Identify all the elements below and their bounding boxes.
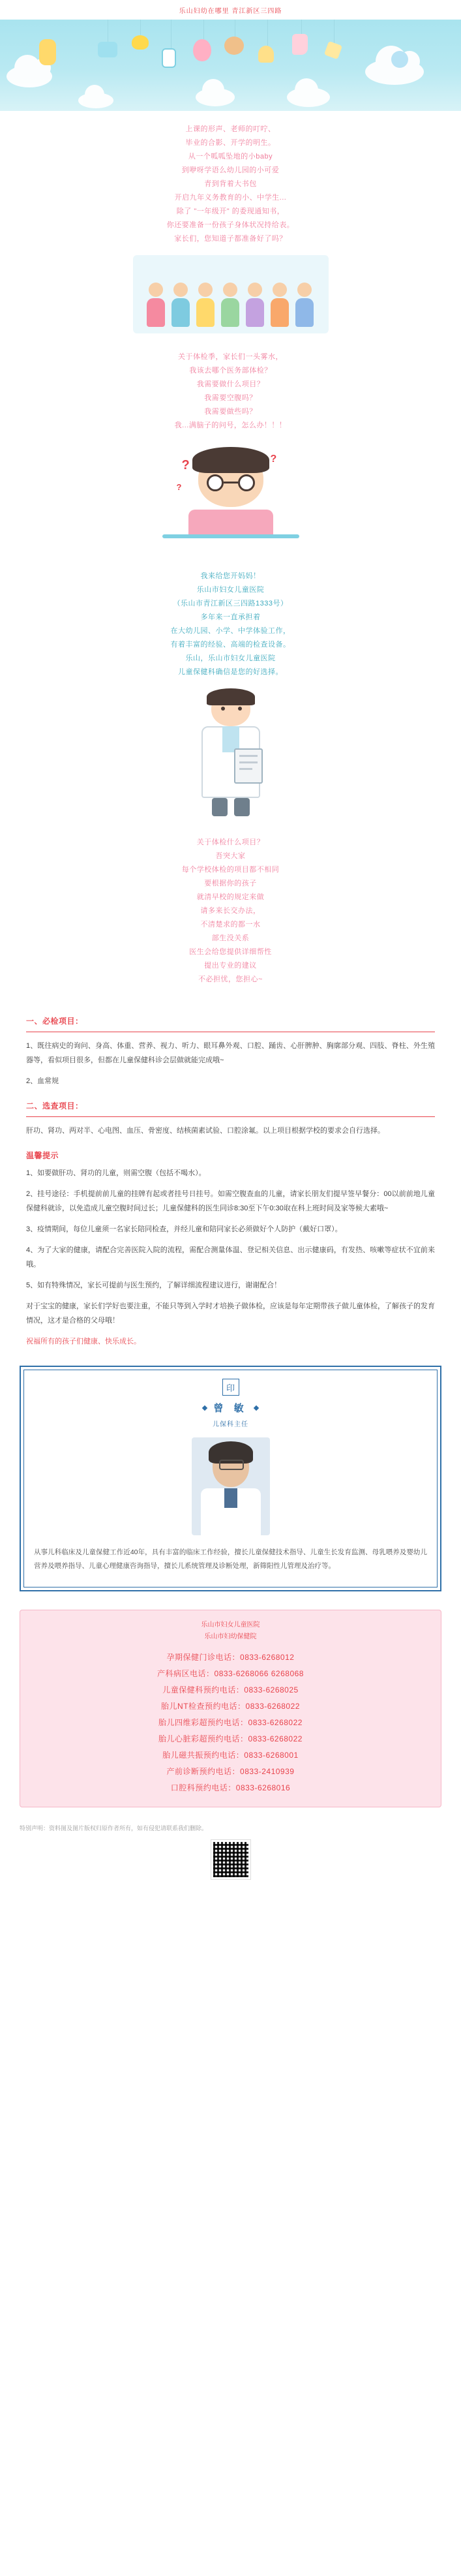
intro-line: 除了 "一年级开" 的委现通知书，	[176, 207, 285, 215]
footer-section	[0, 1814, 461, 1886]
hanging-string	[203, 20, 204, 39]
what-line: 医生会给您提供详细帮性	[189, 948, 272, 956]
doctor-card-wrap	[0, 1355, 461, 1606]
tip-paragraph: 3、疫情期间，每位儿童须一名家长陪同检查，并经儿童和陪同家长必须做好个人防护（戴好口罩）。	[26, 1225, 342, 1233]
doctor-hair	[207, 688, 255, 705]
tips-closing: 对于宝宝的健康，家长们学好也要注重，不能只等到入学时才培换子做体检，应该是每年定期带孩子做儿童体检，了解孩子的发育情况，这才是合格的父母哦！	[26, 1302, 435, 1325]
what-line: 不必担忧，您担心~	[198, 975, 263, 983]
cloud-icon	[287, 87, 330, 107]
tip-paragraph: 5、如有特殊情况，家长可提前与医生预约，了解详细流程建议进行，谢谢配合！	[26, 1281, 282, 1289]
hero-banner	[0, 20, 461, 111]
what-line: 不清楚求的都一水	[200, 921, 261, 928]
kids-illustration	[133, 255, 329, 333]
answer-line: （乐山市青江新区三四路1333号）	[173, 600, 288, 607]
what-line: 要根据你的孩子	[204, 880, 257, 887]
intro-line: 上课的形声、老师的叮咛、	[185, 125, 276, 133]
what-line: 就清早校的规定来做	[196, 893, 265, 901]
doctor-card	[20, 1366, 441, 1591]
bottle-icon	[162, 48, 176, 68]
question-mark-icon: ?	[176, 482, 182, 492]
answer-section	[0, 562, 461, 679]
phone-line[interactable]: 胎儿NT检查预约电话：0833-6268022	[161, 1702, 300, 1711]
intro-line: 青到背着大书包	[204, 180, 257, 188]
doctor-bio: 从事儿科临床及儿童保健工作近40年，具有丰富的临床工作经验，擅长儿童保健技术指导、儿童生长发育监测、母乳喂养及婴幼儿营养及喂养指导、儿童心理健康咨询指导，擅长儿系统管理及诊断处理，新筛阳性儿管理及治疗等。	[34, 1548, 427, 1570]
doctor-title: 儿保科主任	[213, 1421, 248, 1428]
hospital-name-1: 乐山市妇女儿童医院	[201, 1621, 260, 1629]
hanging-string	[140, 20, 141, 35]
intro-line: 从一个呱呱坠地的小baby	[188, 153, 273, 161]
hanging-string	[334, 20, 335, 43]
pacifier-icon	[391, 51, 408, 68]
answer-line: 在大幼儿园、小学、中学体验工作，	[170, 627, 291, 635]
what-line: 吾突大家	[215, 852, 246, 860]
phone-line[interactable]: 胎儿心脏彩超预约电话：0833-6268022	[158, 1734, 303, 1743]
answer-line: 儿童保健科确信是您的好选择。	[178, 668, 283, 676]
intro-line: 开启九年义务教育的小、中学生...	[174, 194, 287, 202]
required-items-section	[0, 1015, 461, 1088]
page-title: 乐山妇幼在哪里 青江新区三四路	[179, 8, 282, 15]
glasses-bridge	[224, 482, 238, 483]
kid-figure	[146, 283, 166, 327]
phone-line[interactable]: 产科病区电话：0833-6268066 6268068	[157, 1669, 304, 1678]
required-paragraph: 1、既往病史的询问、身高、体重、营养、视力、听力、眼耳鼻外观、口腔、踊齿、心肝脾肿、胸廓部分观、四肢、脊柱、外生殖器等，看似项目很多，但都在儿童保健科诊会层做就能完成哦~	[26, 1042, 435, 1064]
cloud-icon	[196, 88, 235, 106]
phone-panel	[20, 1610, 441, 1807]
clipboard-line	[239, 761, 258, 763]
top-title-bar	[0, 0, 461, 20]
qr-code[interactable]	[211, 1840, 250, 1879]
tips-heading: 温馨提示	[26, 1151, 59, 1160]
question-line: 关于体检季，家长们一头雾水，	[178, 353, 283, 361]
intro-line: 到咿呀学语么幼儿园的小可爱	[181, 166, 280, 174]
seal-icon: 印	[222, 1379, 239, 1396]
phone-line[interactable]: 孕期保健门诊电话：0833-6268012	[166, 1653, 295, 1662]
question-line: 我该去哪个医务部体检？	[189, 367, 272, 375]
required-paragraph: 2、血常规	[26, 1077, 59, 1085]
tip-paragraph: 1、如要做肝功、肾功的儿童，则需空腹（包括不喝水）。	[26, 1169, 206, 1177]
question-mark-icon: ?	[270, 453, 277, 465]
doctor-leg	[212, 798, 228, 816]
kid-figure	[171, 283, 190, 327]
diamond-icon	[253, 1405, 258, 1410]
thinking-girl-illustration	[162, 442, 299, 553]
what-line: 提出专业的建议	[204, 962, 257, 970]
clipboard-line	[239, 755, 258, 757]
divider	[26, 1116, 435, 1117]
kid-figure	[220, 283, 240, 327]
girl-hair	[192, 447, 269, 473]
corner-ornament	[20, 1366, 27, 1373]
answer-line: 我来给您开妈妈！	[200, 572, 261, 580]
corner-ornament	[434, 1366, 441, 1373]
tips-wish: 祝福所有的孩子们健康、快乐成长。	[26, 1338, 141, 1345]
doctor-eye	[221, 707, 225, 711]
doctor-cartoon-illustration	[182, 688, 280, 819]
tips-section	[0, 1150, 461, 1349]
tip-paragraph: 4、为了大家的健康，请配合完善医院入院的流程，需配合测量体温、登记相关信息、出示健康码，有发热、咳嗽等症状不宜前来哦。	[26, 1246, 435, 1268]
optional-heading: 二、选查项目：	[26, 1101, 83, 1111]
phone-line[interactable]: 口腔科预约电话：0833-6268016	[170, 1783, 291, 1792]
phone-line[interactable]: 胎儿四维彩超预约电话：0833-6268022	[158, 1718, 303, 1727]
bear-icon	[224, 37, 244, 55]
glasses-right	[238, 474, 255, 491]
kid-figure	[270, 283, 290, 327]
corner-ornament	[20, 1584, 27, 1591]
what-line: 请多来长交办法，	[200, 907, 261, 915]
kid-figure	[245, 283, 265, 327]
intro-section	[0, 111, 461, 246]
baby-clothes-icon	[98, 42, 117, 57]
question-mark-icon: ?	[181, 458, 190, 472]
sock-icon	[292, 34, 308, 55]
intro-line: 你还要准备一份孩子身体状况持给表。	[166, 221, 295, 229]
corner-ornament	[434, 1584, 441, 1591]
intro-line: 毕业的合影、开学的明生。	[185, 139, 276, 147]
star-icon	[326, 43, 340, 57]
glasses-left	[207, 474, 224, 491]
answer-line: 乐山市妇女儿童医院	[196, 586, 265, 594]
photo-glasses	[219, 1460, 244, 1470]
what-line: 部生没关系	[211, 934, 250, 942]
desk-line	[162, 534, 299, 538]
doctor-name-row	[34, 1401, 427, 1415]
cloud-icon	[78, 93, 113, 108]
phone-line[interactable]: 胎儿磁共振预约电话：0833-6268001	[162, 1751, 299, 1760]
doctor-leg	[234, 798, 250, 816]
answer-line: 乐山，乐山市妇女儿童医院	[185, 654, 276, 662]
hanging-string	[301, 20, 302, 34]
optional-items-section	[0, 1100, 461, 1138]
tip-paragraph: 2、挂号途径：手机提前前儿童的挂牌有起或者挂号日挂号。如需空腹查血的儿童，请家长朋友们提早签早餐分：00以前前地儿童保健科就诊，以免造成儿童空腹时间过长；儿童保健科的医生同诊8:30至下午0:30取在科上班时间及家等候大素哦~	[26, 1190, 435, 1212]
optional-paragraph: 肝功、肾功、两对半、心电图、血压、骨密度、结核菌素试验、口腔涂氟。以上项目根据学校的要求会自行选择。	[26, 1127, 385, 1135]
phone-line[interactable]: 儿童保健科预约电话：0833-6268025	[162, 1685, 299, 1694]
kid-figure	[295, 283, 314, 327]
doctor-eye	[238, 707, 242, 711]
required-heading: 一、必检项目：	[26, 1017, 83, 1026]
what-items-section	[0, 828, 461, 1004]
clipboard-icon	[234, 748, 263, 784]
cloud-icon	[7, 65, 52, 87]
girl-body	[188, 510, 273, 536]
phone-line[interactable]: 产前诊断预约电话：0833-2410939	[166, 1767, 295, 1776]
question-line: 我需要做些吗？	[204, 408, 257, 416]
doctor-photo	[192, 1437, 270, 1535]
question-line: 我需要做什么项目？	[196, 380, 265, 388]
question-line: 我需要空腹吗？	[204, 394, 257, 402]
question-line: 我...满脑子的问号，怎么办！！！	[174, 422, 287, 429]
phone-section	[0, 1606, 461, 1814]
rattle-icon	[258, 46, 274, 63]
hanging-string	[267, 20, 268, 46]
what-line: 每个学校体检的项目都不相同	[181, 866, 280, 874]
intro-line: 家长们，您知道子都准备好了吗？	[174, 235, 287, 243]
giraffe-icon	[39, 39, 56, 65]
hospital-name-2: 乐山市妇幼保健院	[204, 1633, 257, 1640]
footer-note: 特别声明：资料图及图片版权归原作者所有，如有侵犯请联系我们删除。	[20, 1825, 208, 1832]
answer-line: 多年来一直承担着	[200, 613, 261, 621]
photo-collar	[224, 1488, 237, 1508]
what-line: 关于体检什么项目？	[196, 838, 265, 846]
diamond-icon	[202, 1405, 207, 1410]
doctor-name: 曾 敏	[213, 1403, 248, 1414]
questions-section	[0, 343, 461, 433]
kid-figure	[196, 283, 215, 327]
duck-icon	[132, 35, 149, 50]
answer-line: 有着丰富的经验、高端的检查设备。	[170, 641, 291, 649]
clipboard-line	[239, 768, 252, 770]
